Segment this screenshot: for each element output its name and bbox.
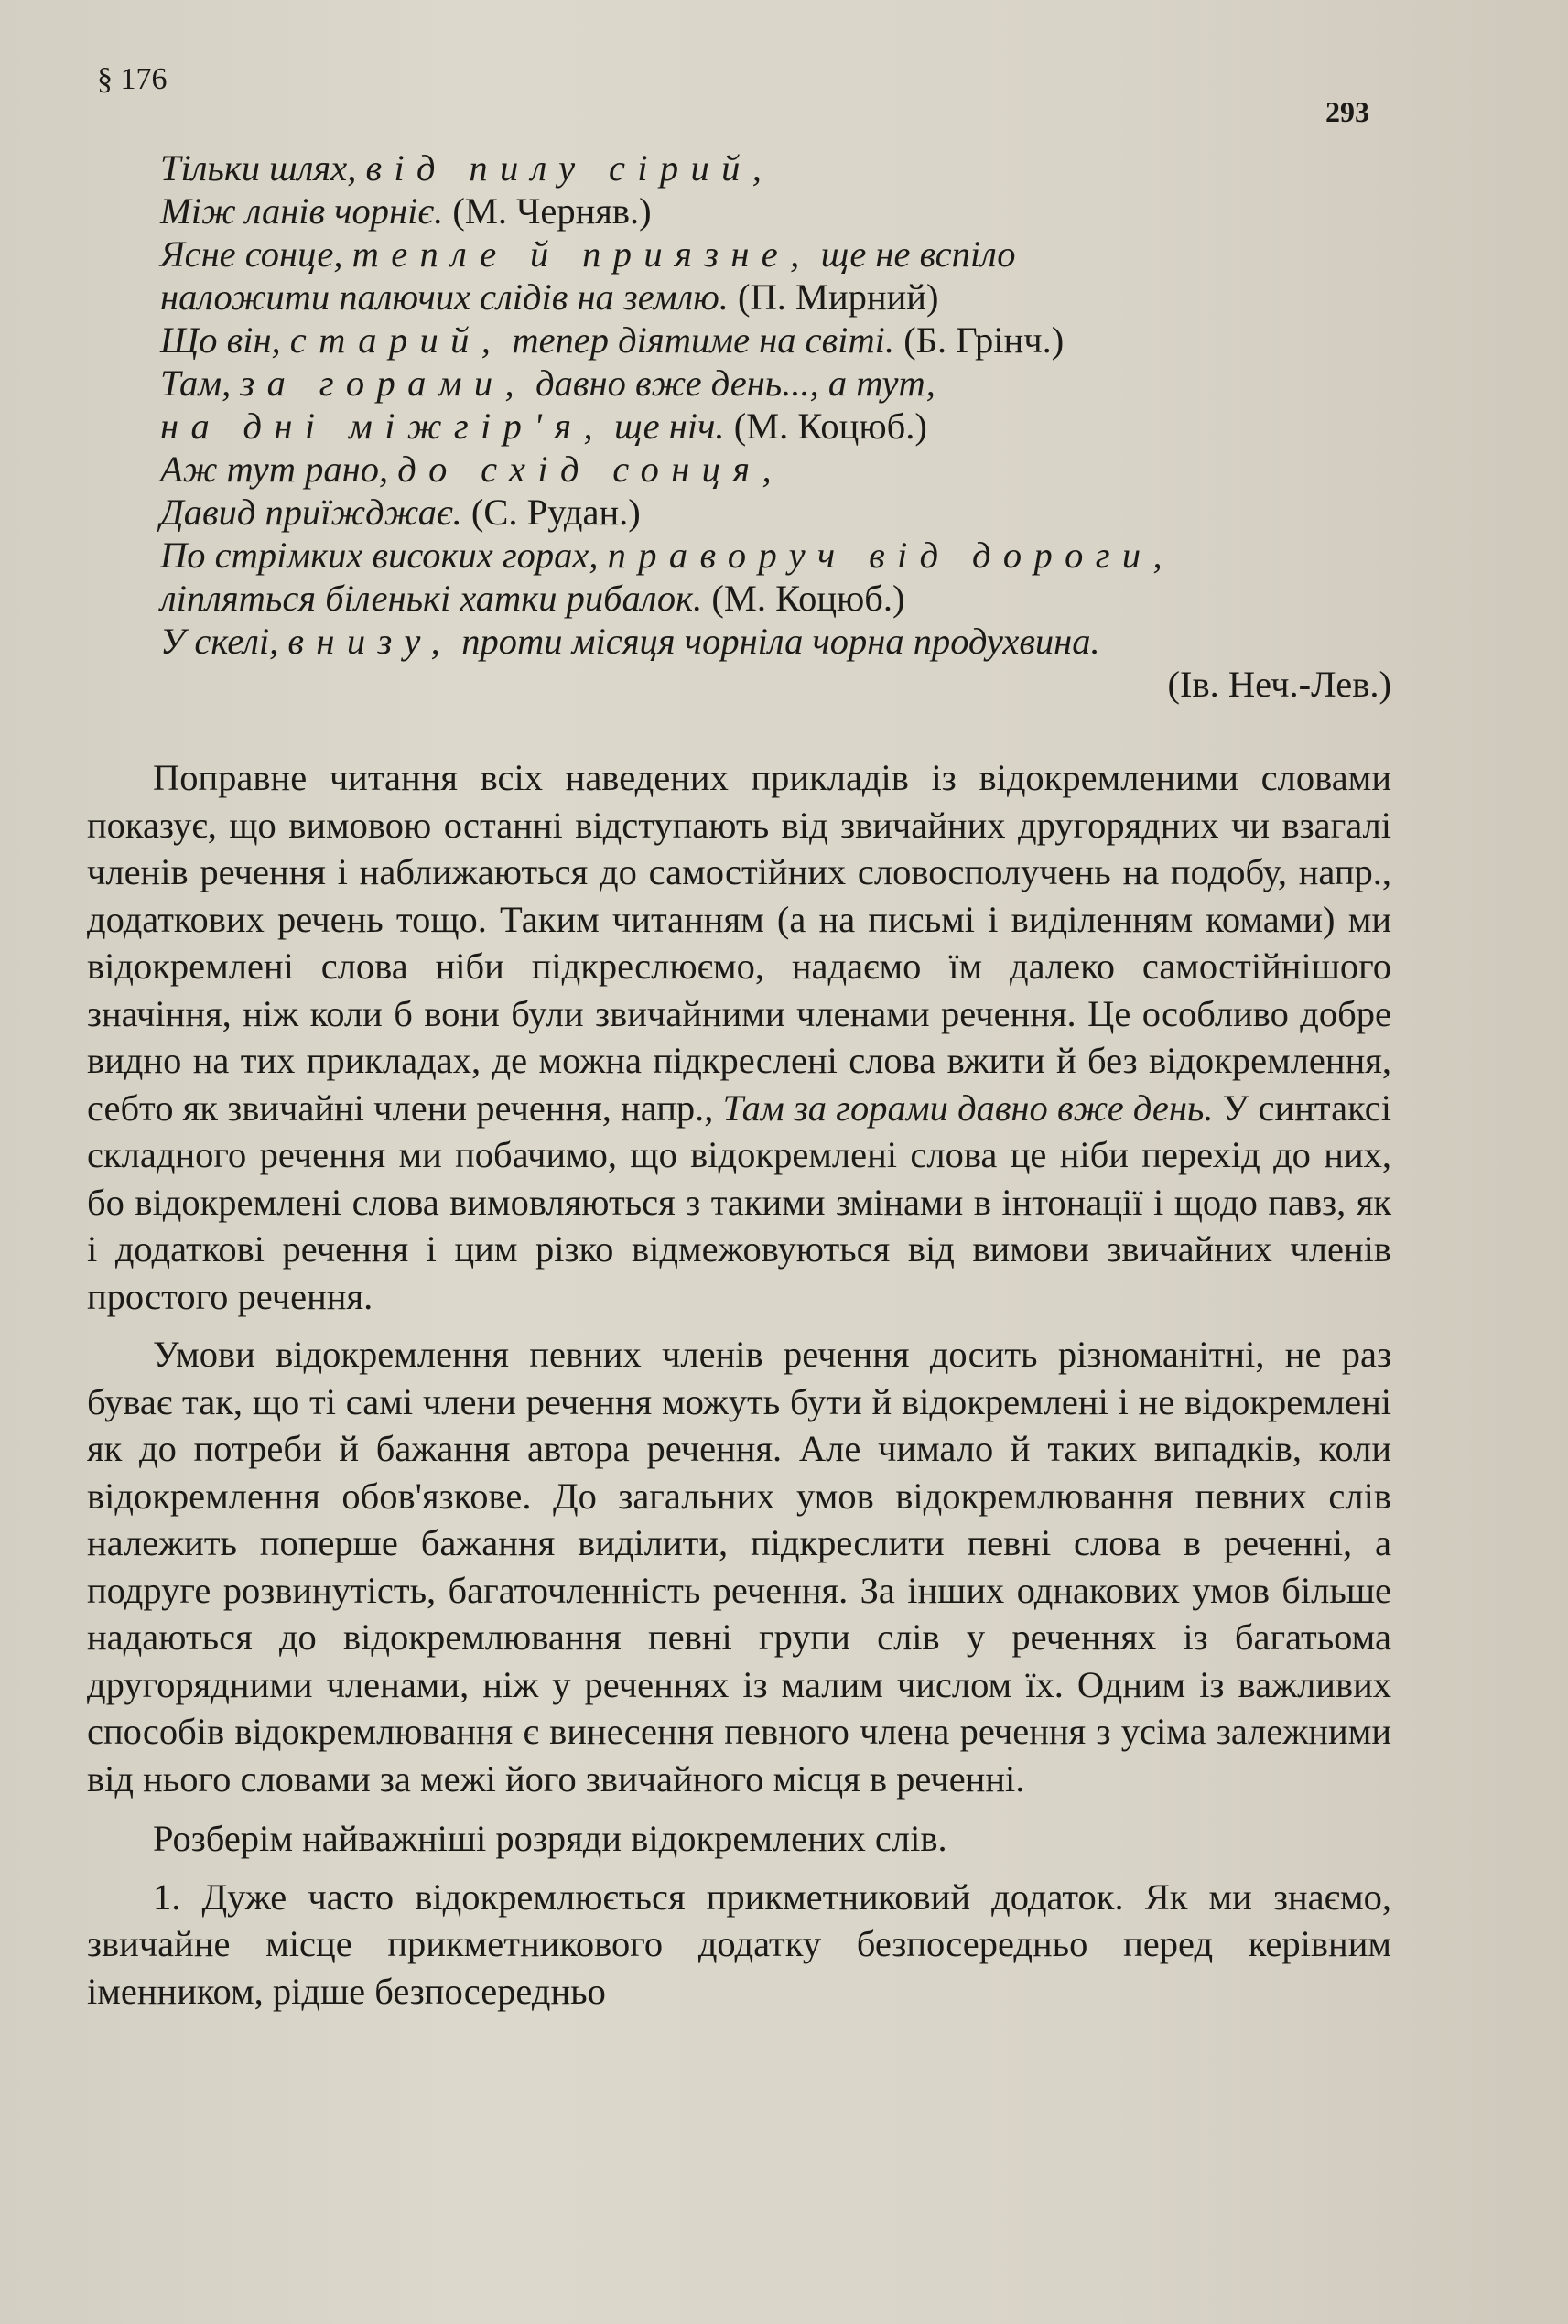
- example-line: [160, 362, 1391, 405]
- example-line: [160, 448, 1391, 491]
- example-source: (С. Рудан.): [470, 492, 641, 533]
- main-text: [87, 754, 1391, 2015]
- example-text: ще ніч.: [604, 405, 734, 447]
- paragraph-3: Розберім найважніші розряди відокремлених слів.: [153, 1818, 947, 1859]
- spaced-phrase: за горами,: [240, 362, 527, 404]
- example-text: ліпляться біленькі хатки рибалок.: [160, 578, 712, 619]
- example-text: Що він,: [160, 319, 290, 361]
- example-text: По стрімких високих горах,: [160, 535, 608, 576]
- section-number: § 176: [97, 62, 168, 96]
- example-source: (М. Коцюб.): [711, 578, 905, 619]
- example-text: наложити палючих слідів на землю.: [160, 276, 739, 318]
- spaced-phrase: праворуч від дороги,: [607, 535, 1174, 576]
- paragraph-1-continuation: У синтаксі складного речення ми побачимо, що відокремлені слова це ніби перехід до них, бо відокремлені слова вимовляються з такими змінами в інтонації і щодо павз, як і додаткові речення і цим різко відмежовуються від вимови звичайних членів простого речення.: [87, 1086, 1391, 1317]
- paragraph-1-text: Поправне читання всіх наведених прикладів із відокремленими словами показує, що вимовою останні відступають від звичайних другорядних чи взагалі членів речення і наближаються до самостійних словосполучень на подобу, напр., додаткових речень тощо. Таким читанням (а на письмі і виділенням комами) ми відокремлені слова ніби підкреслюємо, надаємо їм далеко самостійнішого значіння, ніж коли б вони були звичайними членами речення. Це особливо добре видно на тих прикладах, де можна підкреслені слова вжити й без відокремлення, себто як звичайні члени речення, напр.,: [87, 757, 1391, 1129]
- example-source: (М. Черняв.): [452, 190, 652, 232]
- spaced-phrase: внизу,: [287, 621, 453, 662]
- paragraph-1: [87, 754, 1391, 1320]
- example-text: Там,: [160, 362, 241, 404]
- example-source: (М. Коцюб.): [733, 405, 927, 447]
- example-line: [160, 319, 1391, 362]
- example-source: (Б. Грінч.): [903, 319, 1065, 361]
- spaced-phrase: на дні міжгір'я,: [160, 405, 605, 447]
- paragraph-4: 1. Дуже часто відокремлюється прикметниковий додаток. Як ми знаємо, звичайне місце прикметникового додатку безпосередньо перед керівним іменником, рідше безпосередньо: [87, 1875, 1391, 2012]
- spaced-phrase: від пилу сірий,: [365, 147, 774, 189]
- example-line: [160, 620, 1391, 663]
- example-text: У скелі,: [160, 621, 288, 662]
- example-text: Аж тут рано,: [160, 449, 398, 490]
- paragraph-2: Умови відокремлення певних членів речення досить різноманітні, не раз буває так, що ті самі члени речення можуть бути й відокремлені і не відокремлені як до потреби й бажання автора речення. Але чимало й таких випадків, коли відокремлення обов'язкове. До загальних умов відокремлювання певних слів належить поперше бажання виділити, підкреслити певні слова в реченні, а подруге розвинутість, багаточленність речення. За інших однакових умов більше надаються до відокремлювання певні групи слів у реченнях із багатьома другорядними членами, ніж у реченнях із малим числом їх. Одним із важливих способів відокремлювання є винесення певного члена речення з усіма залежними від нього словами за межі його звичайного місця в реченні.: [87, 1334, 1391, 1800]
- example-source: (П. Мирний): [738, 276, 939, 318]
- example-line: [160, 189, 1391, 232]
- spaced-phrase: тепле й приязне,: [351, 233, 812, 275]
- example-line: [160, 405, 1391, 448]
- example-text: Ясне сонце,: [160, 233, 352, 275]
- example-text: давно вже день..., а тут,: [526, 362, 935, 404]
- example-line: [160, 577, 1391, 620]
- examples-block: [160, 146, 1391, 706]
- page-number: 293: [1325, 95, 1369, 128]
- example-text: Тільки шлях,: [160, 147, 366, 189]
- example-line: [160, 146, 1391, 189]
- example-text: ще не вспіло: [811, 233, 1016, 275]
- spaced-phrase: старий,: [289, 319, 503, 361]
- example-source-right: (Ів. Неч.-Лев.): [1167, 664, 1391, 705]
- italic-example: Там за горами давно вже день.: [722, 1086, 1214, 1129]
- example-line: [160, 276, 1391, 319]
- example-line: [160, 534, 1391, 577]
- spaced-phrase: до схід сонця,: [397, 449, 784, 490]
- example-text: Давид приїжджає.: [160, 492, 471, 533]
- example-text: Між ланів чорніє.: [160, 190, 453, 232]
- example-text: проти місяця чорніла чорна продухвина.: [452, 621, 1100, 662]
- example-line: [160, 491, 1391, 534]
- example-text: тепер діятиме на світі.: [503, 319, 904, 361]
- example-line: [160, 232, 1391, 276]
